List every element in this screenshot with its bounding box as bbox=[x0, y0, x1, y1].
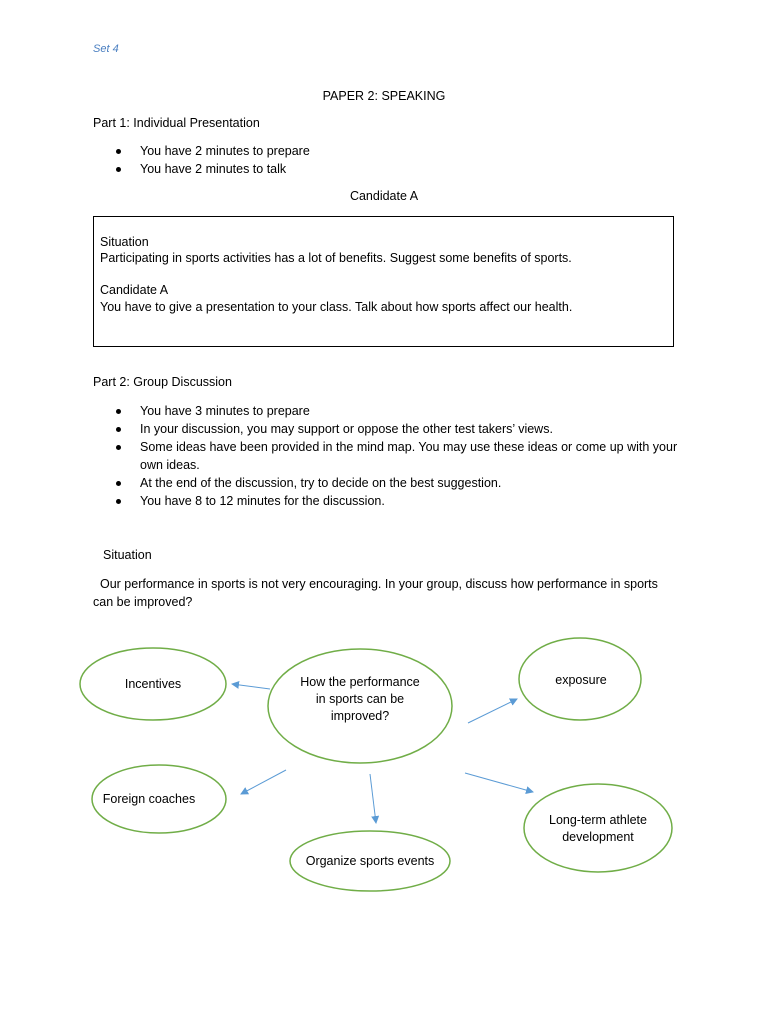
paper-title: PAPER 2: SPEAKING bbox=[322, 89, 446, 103]
long-term-node-text: Long-term athlete development bbox=[549, 813, 647, 844]
box-situation-label: Situation bbox=[100, 235, 149, 249]
box-candidate-label: Candidate A bbox=[100, 283, 169, 297]
bullet-text: At the end of the discussion, try to decide on the best suggestion. bbox=[140, 476, 502, 490]
arrow-to-foreign-coaches bbox=[241, 770, 286, 794]
box-candidate-text: You have to give a presentation to your class. Talk about how sports affect our health. bbox=[100, 300, 573, 314]
box-situation-text: Participating in sports activities has a lot of benefits. Suggest some benefits of sports. bbox=[100, 251, 572, 265]
organize-events-node-text: Organize sports events bbox=[305, 854, 435, 868]
part2-situation-label: Situation bbox=[103, 548, 152, 562]
bullet-text: Some ideas have been provided in the mind map. You may use these ideas or come up with your own ideas. bbox=[140, 440, 678, 472]
bullet-text: You have 2 minutes to talk bbox=[140, 162, 287, 176]
set-label: Set 4 bbox=[93, 43, 119, 55]
arrow-to-organize-events bbox=[370, 774, 376, 823]
part2-situation-text: Our performance in sports is not very encouraging. In your group, discuss how performance in sports can be improved? bbox=[93, 577, 658, 609]
arrow-to-exposure bbox=[468, 699, 517, 723]
exposure-node-text: exposure bbox=[555, 673, 607, 687]
bullet-text: In your discussion, you may support or oppose the other test takers’ views. bbox=[140, 422, 553, 436]
bullet-text: You have 3 minutes to prepare bbox=[140, 404, 310, 418]
incentives-node-text: Incentives bbox=[124, 677, 182, 691]
arrow-to-long-term bbox=[465, 773, 533, 792]
candidate-title: Candidate A bbox=[349, 189, 419, 203]
part1-heading: Part 1: Individual Presentation bbox=[93, 116, 260, 130]
center-node-text: How the performance in sports can be improved? bbox=[300, 675, 420, 723]
bullet-text: You have 8 to 12 minutes for the discussion. bbox=[140, 494, 385, 508]
bullet-text: You have 2 minutes to prepare bbox=[140, 144, 310, 158]
part2-heading: Part 2: Group Discussion bbox=[93, 375, 232, 389]
foreign-coaches-node-text: Foreign coaches bbox=[102, 792, 196, 806]
arrow-to-incentives bbox=[232, 684, 270, 689]
